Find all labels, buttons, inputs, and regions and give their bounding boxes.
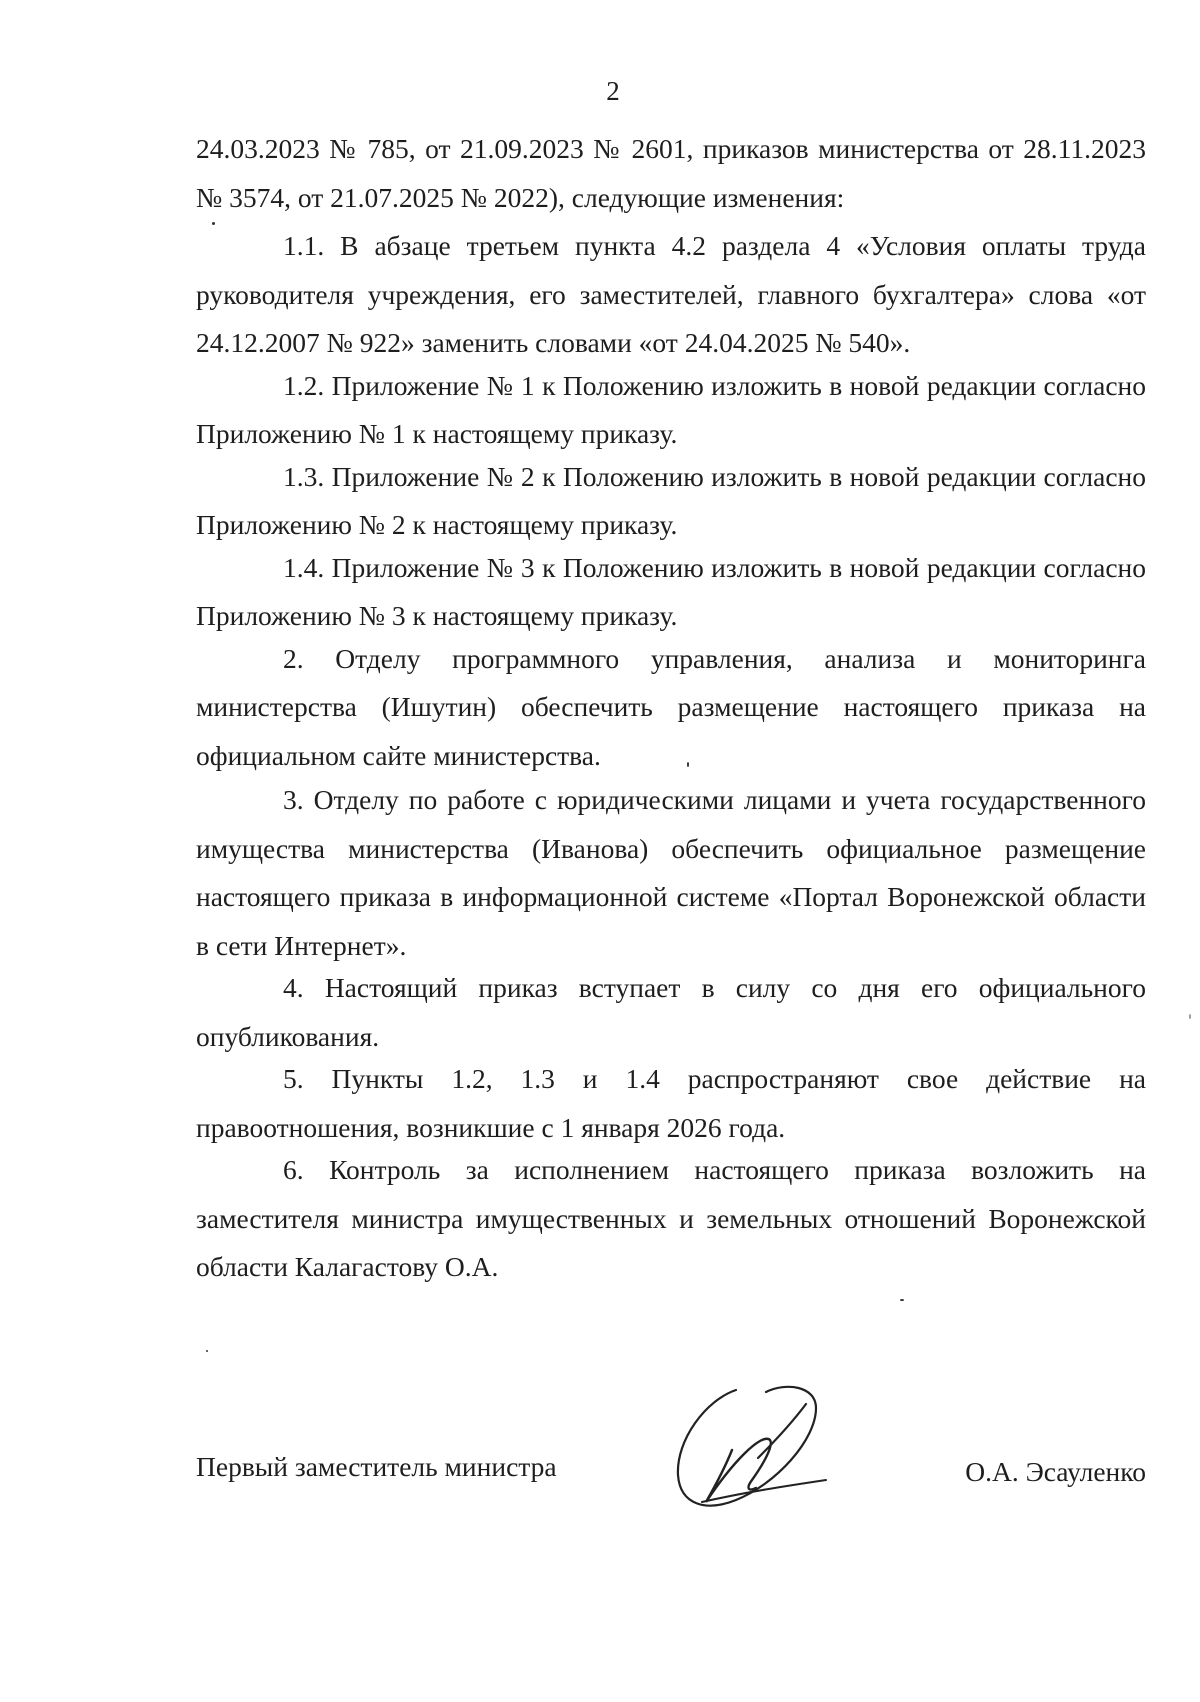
- paragraph-intro: 24.03.2023 № 785, от 21.09.2023 № 2601, приказов министерства от 28.11.2023 № 3574, от 21.07.2025 № 2022), следующие изменения:: [196, 133, 1146, 213]
- paragraph-2: 2. Отделу программного управления, анализа и мониторинга министерства (Ишутин) обеспечить размещение настоящего приказа на официальном сайте министерства.: [196, 642, 1146, 771]
- signatory-position: Первый заместитель министра: [196, 1451, 557, 1482]
- paragraph-5: 5. Пункты 1.2, 1.3 и 1.4 распространяют свое действие на правоотношения, возникшие с 1 января 2026 года.: [196, 1063, 1146, 1143]
- paragraph-3: 3. Отделу по работе с юридическими лицами и учета государственного имущества министерства (Иванова) обеспечить официальное размещение настоящего приказа в информационной системе «Портал Воронежской области в сети Интернет».: [196, 784, 1146, 961]
- paragraph-6: 6. Контроль за исполнением настоящего приказа возложить на заместителя министра имущественных и земельных отношений Воронежской области Калагастову О.А.: [196, 1154, 1146, 1282]
- scan-speck: [212, 222, 215, 225]
- paragraph-1-3: 1.3. Приложение № 2 к Положению изложить в новой редакции согласно Приложению № 2 к настоящему приказу.: [196, 460, 1146, 540]
- paragraph-1-2: 1.2. Приложение № 1 к Положению изложить в новой редакции согласно Приложению № 1 к настоящему приказу.: [196, 369, 1146, 449]
- signature-block: [196, 1430, 1146, 1550]
- scan-speck: [900, 1299, 904, 1301]
- signatory-name: О.А. Эсауленко: [965, 1456, 1146, 1487]
- scan-speck: [687, 762, 689, 767]
- scan-speck: [1189, 1014, 1191, 1019]
- paragraph-4: 4. Настоящий приказ вступает в силу со дня его официального опубликования.: [196, 972, 1146, 1052]
- paragraph-1-1: 1.1. В абзаце третьем пункта 4.2 раздела 4 «Условия оплаты труда руководителя учреждения, его заместителей, главного бухгалтера» слова «от 24.12.2007 № 922» заменить словами «от 24.04.2025 № 540».: [196, 230, 1146, 358]
- document-body: [196, 125, 1146, 1292]
- paragraph-1-4: 1.4. Приложение № 3 к Положению изложить в новой редакции согласно Приложению № 3 к настоящему приказу.: [196, 551, 1146, 631]
- handwritten-signature-icon: [666, 1380, 836, 1520]
- page-number: 2: [606, 76, 620, 106]
- scan-speck: [206, 1350, 208, 1352]
